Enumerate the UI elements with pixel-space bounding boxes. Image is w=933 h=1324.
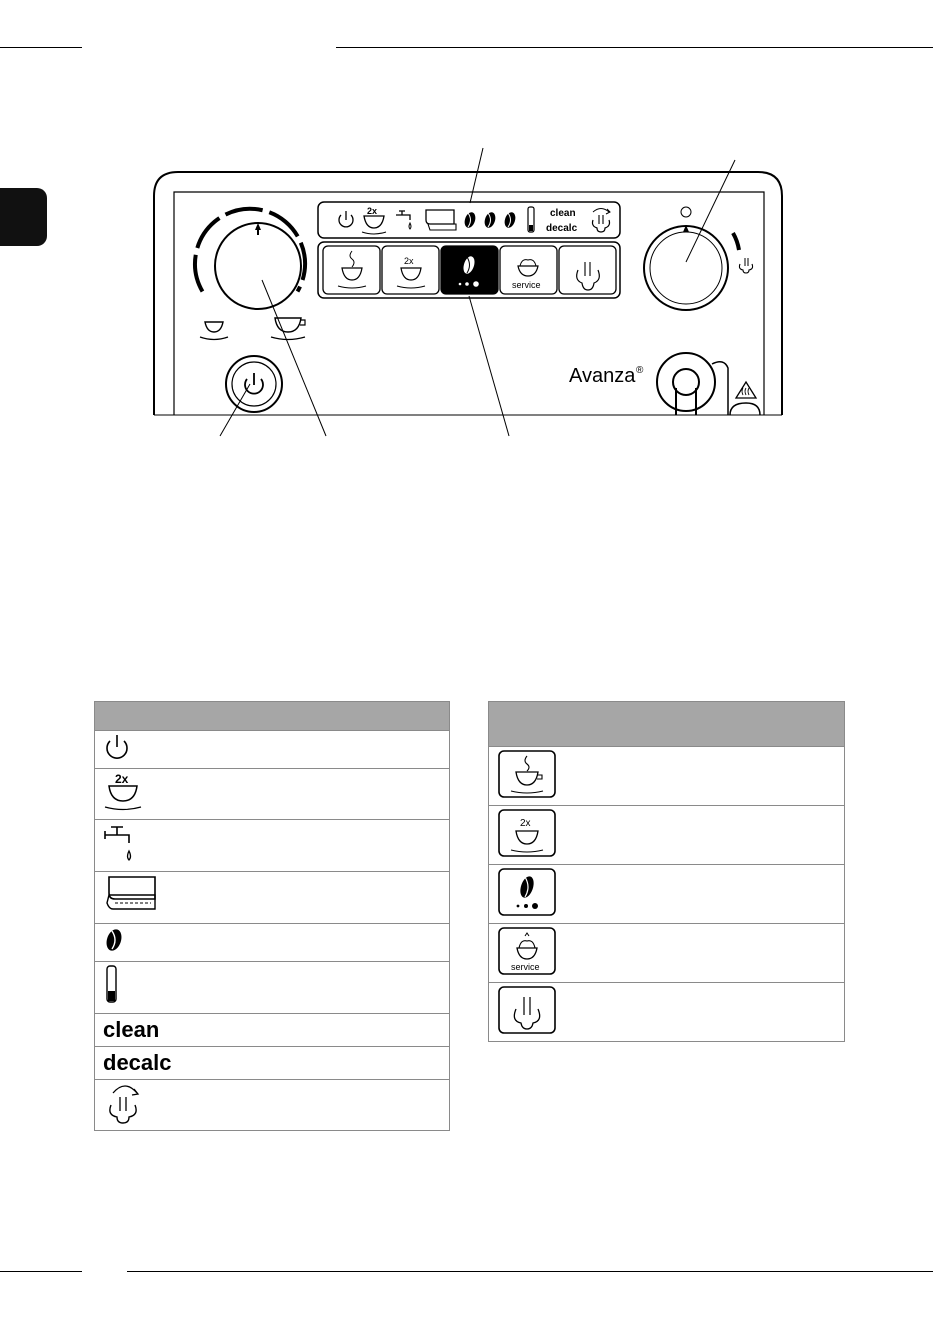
display-legend-table <box>94 701 450 1131</box>
table-row <box>95 872 450 924</box>
water-filter-icon <box>103 963 121 1007</box>
water-filter-icon <box>528 207 534 232</box>
svg-text:service: service <box>511 961 540 972</box>
double-cup-button-label: 2x <box>404 256 414 266</box>
brand-registered-mark: ® <box>636 365 644 376</box>
double-cup-icon <box>103 771 147 813</box>
coffee-bean-icon <box>463 211 517 229</box>
table-row <box>489 806 845 865</box>
control-panel-illustration <box>0 0 933 460</box>
single-cup-button[interactable] <box>323 246 380 294</box>
table-row <box>95 962 450 1014</box>
double-cup-label: 2x <box>367 206 378 216</box>
steam-knob[interactable] <box>644 207 739 310</box>
left-rotary-knob[interactable] <box>195 209 305 309</box>
status-display <box>318 202 620 238</box>
footer-rule-left <box>0 1271 82 1272</box>
svg-text:2x: 2x <box>115 771 129 786</box>
service-button[interactable] <box>500 246 557 294</box>
drip-tray-icon <box>103 873 161 917</box>
steam-wand <box>657 353 760 415</box>
power-icon <box>103 733 131 761</box>
coffee-bean-icon <box>103 926 125 954</box>
steam-rotate-icon <box>103 1081 147 1125</box>
button-legend-table <box>488 701 845 1042</box>
service-button-label: service <box>512 280 541 290</box>
steam-button[interactable] <box>559 246 616 294</box>
water-tap-icon <box>103 821 143 865</box>
steam-button-icon <box>497 985 557 1035</box>
table-row <box>95 731 450 769</box>
table-row <box>489 865 845 924</box>
display-decalc: decalc <box>546 223 578 234</box>
double-cup-button-icon <box>497 808 557 858</box>
footer-rule-right <box>127 1271 933 1272</box>
table-header <box>95 702 450 731</box>
decalc-text: decalc <box>103 1049 172 1075</box>
display-clean: clean <box>550 208 576 219</box>
small-cup-icon <box>200 322 228 340</box>
table-row <box>95 1014 450 1047</box>
double-cup-button[interactable] <box>382 246 439 294</box>
large-cup-icon <box>271 318 305 340</box>
table-row <box>95 820 450 872</box>
service-button-icon <box>497 926 557 976</box>
power-button[interactable] <box>226 356 282 412</box>
coffee-strength-button[interactable] <box>441 246 498 294</box>
table-row <box>95 769 450 820</box>
svg-text:2x: 2x <box>520 817 531 829</box>
table-header <box>489 702 845 747</box>
steam-symbol-icon <box>739 258 752 273</box>
table-row <box>95 924 450 962</box>
coffee-strength-button-icon <box>497 867 557 917</box>
table-row <box>95 1080 450 1131</box>
single-cup-button-icon <box>497 749 557 799</box>
clean-text: clean <box>103 1016 160 1042</box>
table-row <box>95 1047 450 1080</box>
table-row <box>489 983 845 1042</box>
brand-name: Avanza <box>569 365 636 387</box>
table-row <box>489 747 845 806</box>
table-row <box>489 924 845 983</box>
